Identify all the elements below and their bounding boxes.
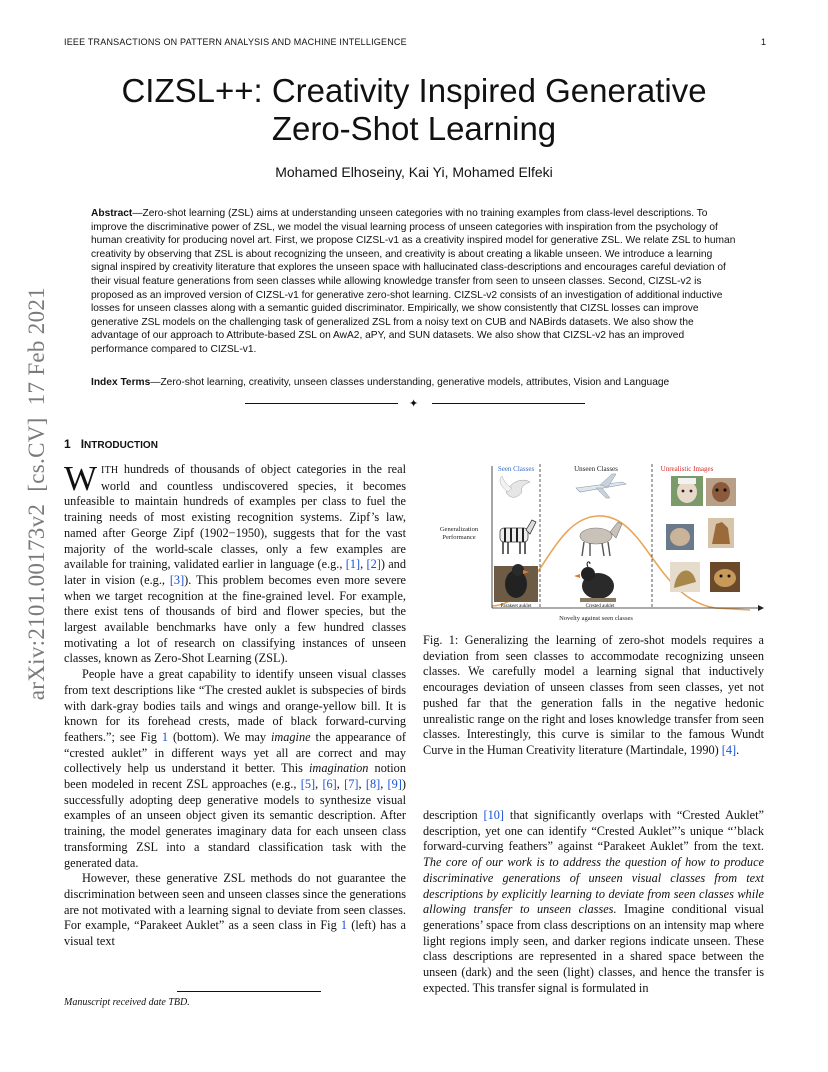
intro-text: (left) has a visual text <box>64 918 406 949</box>
citation-link[interactable]: [4] <box>721 742 737 757</box>
figure-link[interactable]: 1 <box>340 918 348 933</box>
intro-paragraph-continued <box>423 808 764 996</box>
drop-cap: W <box>64 459 98 498</box>
unseen-classes-label: Unseen Classes <box>574 465 618 473</box>
index-terms-text: —Zero-shot learning, creativity, unseen classes understanding, generative models, attributes, Vision and Language <box>150 377 670 388</box>
crested-auklet-image <box>574 562 616 602</box>
intro-text: People have a great capability to identify unseen visual classes from text descriptions like “The crested auklet is subspecies of birds with dark-gray bodies tails and wings and orange-yellow bill. It is known for its forehead crests, made of black forward-curving feathers.”; see Fig <box>64 667 406 744</box>
abstract-label: Abstract <box>91 208 133 219</box>
seen-classes-label: Seen Classes <box>497 465 535 473</box>
figure-1 <box>430 458 766 626</box>
unrealistic-image-3 <box>666 524 694 550</box>
unrealistic-image-5 <box>670 562 700 592</box>
unrealistic-image-4 <box>708 518 734 548</box>
abstract <box>91 207 738 357</box>
zebra-image <box>500 520 536 554</box>
separator-line-right <box>432 403 585 404</box>
title-line-1: CIZSL++: Creativity Inspired Generative <box>121 72 707 109</box>
figure-caption-text: . <box>736 742 740 757</box>
x-axis-label: Novelty against seen classes <box>559 615 633 622</box>
arxiv-id: arXiv:2101.00173v2 <box>24 503 49 701</box>
citation-link[interactable]: [9] <box>387 777 402 792</box>
index-terms-label: Index Terms <box>91 377 151 388</box>
intro-text: , <box>360 557 367 572</box>
paper-title <box>64 72 764 148</box>
citation-link[interactable]: [8] <box>365 777 381 792</box>
intro-paragraph-3 <box>64 871 406 950</box>
intro-text: ). This problem becomes even more severe when we target recognition at the fine-grained level. For example, there exist tens of thousands of bird and flower species, but the largest available benchmarks have only a few hundred classes motivating a lot of research on classifying instances of unseen classes, known as Zero-Shot Learning (ZSL). <box>64 572 406 666</box>
footnote-rule <box>177 991 321 992</box>
section-title-rest: NTRODUCTION <box>84 440 158 451</box>
intro-right-column <box>423 808 764 996</box>
running-head: IEEE TRANSACTIONS ON PATTERN ANALYSIS AND MACHINE INTELLIGENCE <box>64 37 407 47</box>
citation-link[interactable]: [7] <box>344 777 359 792</box>
citation-link[interactable]: [3] <box>169 572 185 587</box>
intro-text: (bottom). We may <box>168 729 271 744</box>
authors: Mohamed Elhoseiny, Kai Yi, Mohamed Elfeki <box>275 164 553 180</box>
parakeet-auklet-label: Parakeet auklet <box>500 604 532 609</box>
figure-link[interactable]: 1 <box>161 729 168 744</box>
unrealistic-image-6 <box>710 562 740 592</box>
intro-text: ) and later in vision (e.g., <box>64 557 406 587</box>
parakeet-auklet-image <box>494 564 538 602</box>
airplane-image <box>576 474 626 498</box>
title-line-2: Zero-Shot Learning <box>271 110 557 147</box>
separator-line-left <box>245 403 398 404</box>
dove-image <box>500 476 530 497</box>
figure-caption-text: Fig. 1: Generalizing the learning of zero-shot models requires a deviation from seen classes to accommodate recognizing unseen classes. We carefully model a learning signal that inductively encourages deviation of unseen classes from seen classes, yet not pushed far that the generation falls in the negative hedonic unrealistic range on the right and loses knowledge transfer from seen classes. Interestingly, this curve is similar to the famous Wundt Curve in the Human Creativity literature (Martindale, 1990) <box>423 633 764 757</box>
intro-text: hundreds of thousands of object categories in the real world and countless undiscovered species, it becomes unfeasible to maintain hundreds of examples per class to fuel the training needs of most existing recognition systems. Zipf’s law, named after George Zipf (1902−1950), suggests that for the vast majority of the world-scale classes, only a few examples are available for training, validated earlier in language (e.g., <box>64 462 406 572</box>
crested-auklet-label: Crested auklet <box>585 604 615 609</box>
y-axis-label-1: Generalization <box>439 526 479 533</box>
intro-text: that significantly overlaps with “Crested Auklet” description, yet one can identify “Crested Auklet”’s unique “’black forward-curving feathers” against “Parakeet Auklet” from the text. <box>423 808 764 854</box>
citation-link[interactable]: [2] <box>366 557 381 572</box>
intro-paragraph-2: People have a great capability to identify unseen visual classes from text descriptions like “The crested auklet is subspecies of birds with dark-gray bodies tails and wings and orange-yellow bill. It is known for its forehead crests, made of black forward-curving feathers.”; see Fig 1 (bottom). We may imagine the appearance of “crested auklet” in different ways yet all are correct and may collectively help us understand it better. This imagination notion been modeled in recent ZSL approaches (e.g., [5], [6], [7], [8], [9]) successfully adopting deep generative models to synthesize visual examples of an unseen object given its semantic description. After training, the model generates imaginary data for each unseen class transforming ZSL into a standard classification task with the generated data. <box>64 667 406 870</box>
intro-text: However, these generative ZSL methods do not guarantee the discrimination between seen and unseen classes since the generations are not motivated with a learning signal to deviate from seen classes. For example, “Parakeet Auklet” as a seen class in Fig <box>64 871 406 933</box>
abstract-text: —Zero-shot learning (ZSL) aims at understanding unseen categories with no training examples from class-level descriptions. To improve the discriminative power of ZSL, we model the visual learning process of unseen categories with inspiration from the psychology of human creativity for producing novel art. First, we propose CIZSL-v1 as a creativity inspired model for generative ZSL. We relate ZSL to human creativity by observing that ZSL is about recognizing the unseen, and creativity is about creating a likable unseen. We introduce a learning signal inspired by creativity literature that explores the unseen space with hallucinated class-descriptions and encourages careful deviation of their visual feature generations from seen classes while allowing knowledge transfer from seen to unseen classes. Second, CIZSL-v2 is proposed as an improved version of CIZSL-v1 for generative zero-shot learning. CIZSL-v2 consists of an investigation of additional inductive losses for unseen classes along with a semantic guided discriminator. Empirically, we show consistently that CIZSL losses can improve generative ZSL models on the challenging task of generalized ZSL from a noisy text on CUB and NABirds datasets. We also show the advantage of our approach to Attribute-based ZSL on AwA2, aPY, and SUN datasets. We also show that CIZSL-v2 has an improved performance compared to CIZSL-v1. <box>91 208 736 355</box>
emphasis: The core of our work is to address the question of how to produce discriminative generations of unseen visual classes from text descriptions by explicitly learning to deviate from seen classes while allowing transfer to unseen classes. <box>423 855 764 917</box>
x-axis-arrow <box>758 605 764 611</box>
section-separator <box>245 398 585 410</box>
unrealistic-image-2 <box>706 478 736 506</box>
intro-left-column <box>64 459 406 950</box>
horse-image <box>580 522 622 556</box>
unrealistic-image-1 <box>671 476 703 506</box>
separator-ornament: ✦ <box>409 398 419 410</box>
index-terms <box>91 376 738 390</box>
intro-text: the appearance of “crested auklet” in different ways yet all are correct and may collectively help us understand it better. This <box>64 729 406 776</box>
citation-link[interactable]: [5] <box>300 777 316 792</box>
intro-text: Imagine conditional visual generations’ space from class descriptions on an intensity map where light regions imply seen, and darker regions indicate unseen. These class descriptions are represented in a shared space between the unseen (dark) and the seen (light) classes, and hence the transfer is expected. This transfer signal is formulated in <box>423 902 764 995</box>
page-number: 1 <box>760 37 766 47</box>
intro-text: ) successfully adopting deep generative models to synthesize visual examples of an unseen object given its semantic description. After training, the model generates imaginary data for each unseen class transforming ZSL into a standard classification task with the generated data. <box>64 777 406 870</box>
intro-text: description <box>423 808 484 822</box>
arxiv-category: [cs.CV] <box>24 417 49 492</box>
arxiv-stamp <box>17 287 57 757</box>
emphasis: imagine <box>270 729 311 744</box>
citation-link[interactable]: [10] <box>483 808 505 822</box>
intro-paragraph-1 <box>64 459 406 667</box>
intro-smallcaps: ITH <box>101 465 119 476</box>
section-title-first: I <box>80 437 85 451</box>
intro-text: notion been modeled in recent ZSL approaches (e.g., <box>64 761 406 792</box>
section-number: 1 <box>64 437 71 451</box>
figure-caption <box>423 633 764 759</box>
citation-link[interactable]: [6] <box>322 777 337 792</box>
y-axis-label-2: Performance <box>442 534 476 541</box>
arxiv-date: 17 Feb 2021 <box>24 287 49 406</box>
unrealistic-images-label: Unrealistic Images <box>660 465 714 473</box>
section-heading <box>64 437 158 451</box>
footnote: Manuscript received date TBD. <box>64 997 190 1008</box>
citation-link[interactable]: [1] <box>345 557 361 572</box>
emphasis: imagination <box>309 761 369 776</box>
